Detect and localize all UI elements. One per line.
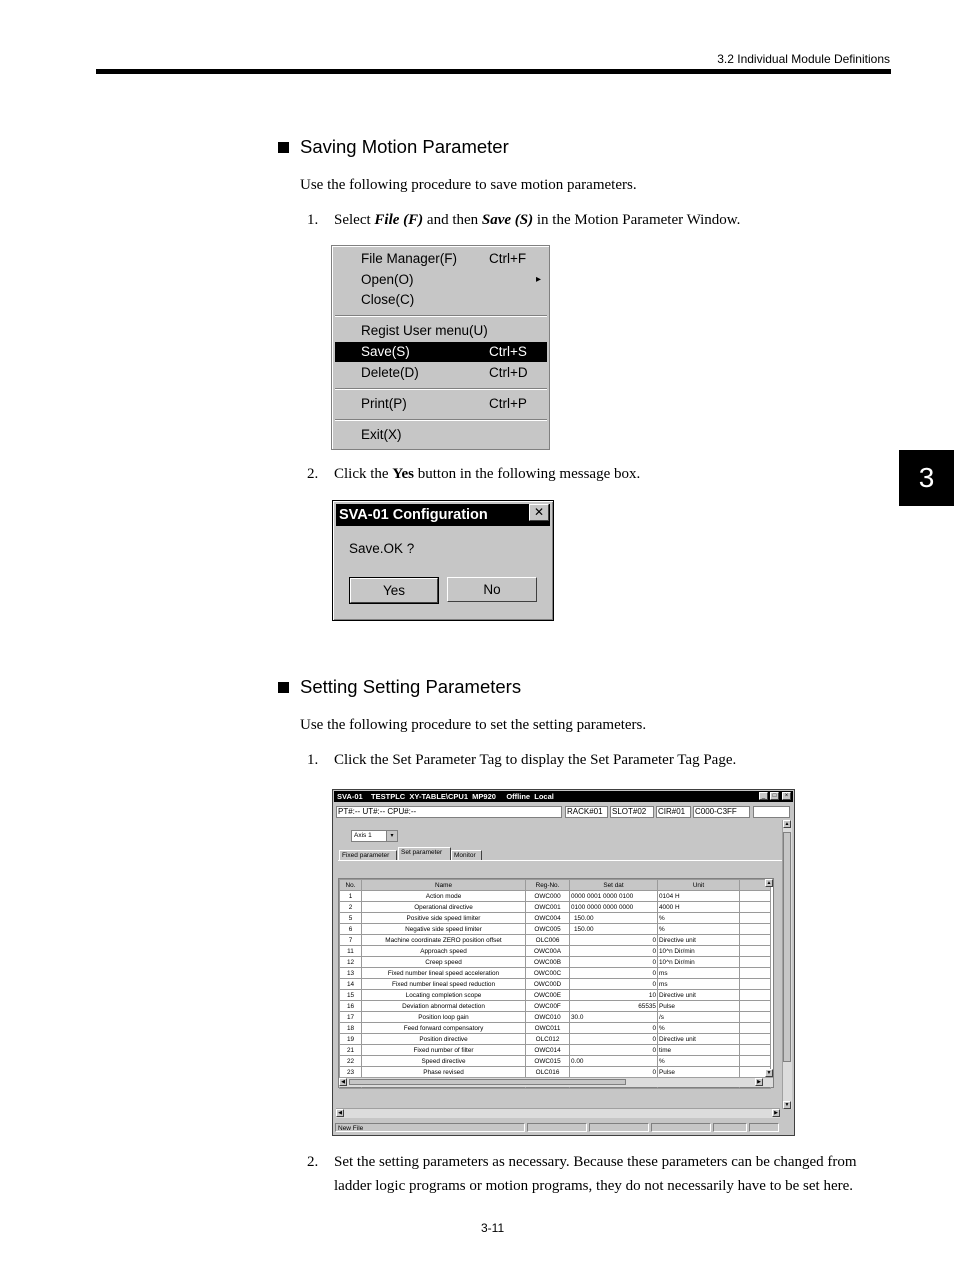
cell-no: 5	[340, 913, 362, 924]
table-row[interactable]	[340, 891, 771, 902]
cell-unit: Directive unit	[658, 1034, 740, 1045]
square-bullet-icon	[278, 142, 289, 153]
section-title: Saving Motion Parameter	[300, 136, 509, 157]
cell-reg-no: OWC00B	[526, 957, 570, 968]
table-row[interactable]	[340, 1023, 771, 1034]
step-number: 2.	[307, 466, 319, 482]
cell-blank	[740, 990, 771, 1001]
step-text: Select File (F) and then Save (S) in the Motion Parameter Window.	[334, 212, 741, 228]
dialog-title: SVA-01 Configuration	[339, 507, 488, 523]
cell-reg-no: OWC000	[526, 891, 570, 902]
table-row[interactable]	[340, 1045, 771, 1056]
cell-unit: %	[658, 924, 740, 935]
table-row[interactable]	[340, 990, 771, 1001]
section-intro: Use the following procedure to save motion parameters.	[300, 177, 637, 193]
file-menu	[331, 245, 550, 450]
section-heading-setting	[278, 676, 521, 698]
status-pane	[749, 1123, 779, 1132]
cell-unit: 10^n Dir/min	[658, 957, 740, 968]
grid-horizontal-scrollbar[interactable]	[339, 1077, 773, 1087]
cell-unit: /s	[658, 1012, 740, 1023]
scroll-left-icon[interactable]: ◀	[339, 1078, 347, 1086]
cell-no: 22	[340, 1056, 362, 1067]
cell-set-dat[interactable]: 0000 0001 0000 0100	[570, 891, 658, 902]
dialog-message: Save.OK ?	[349, 541, 415, 556]
save-confirm-dialog	[332, 500, 554, 621]
minimize-icon[interactable]: _	[759, 792, 768, 800]
cell-no: 2	[340, 902, 362, 913]
menu-item-open[interactable]: Open(O) ▸	[335, 270, 547, 290]
cell-name: Position directive	[362, 1034, 526, 1045]
menu-item-delete[interactable]: Delete(D) Ctrl+D	[361, 365, 528, 380]
cell-name: Approach speed	[362, 946, 526, 957]
status-pane	[651, 1123, 711, 1132]
cell-unit: 4000 H	[658, 902, 740, 913]
tab-fixed-parameter[interactable]: Fixed parameter	[339, 850, 397, 861]
close-icon[interactable]: ×	[782, 792, 791, 800]
cell-set-dat[interactable]: 0	[570, 968, 658, 979]
table-row[interactable]	[340, 979, 771, 990]
cell-unit: ms	[658, 979, 740, 990]
window-title: SVA-01 TESTPLC XY-TABLE\CPU1 MP920 Offline Local	[334, 791, 793, 802]
cell-set-dat[interactable]: 0.00	[570, 1056, 658, 1067]
menu-item-regist-user-menu[interactable]: Regist User menu(U)	[361, 323, 488, 338]
menu-item-close[interactable]: Close(C)	[361, 292, 415, 307]
cell-name: Position loop gain	[362, 1012, 526, 1023]
step-number: 1.	[307, 752, 319, 768]
step-1	[307, 208, 892, 232]
menu-item-exit[interactable]: Exit(X)	[361, 427, 402, 442]
menu-separator	[335, 388, 547, 390]
cell-unit: %	[658, 1056, 740, 1067]
cell-unit: %	[658, 1023, 740, 1034]
cell-reg-no: OWC001	[526, 902, 570, 913]
rack-field: RACK#01	[565, 806, 608, 818]
menu-item-save[interactable]: Save(S) Ctrl+S	[335, 342, 547, 362]
cell-blank	[740, 924, 771, 935]
status-pane	[713, 1123, 747, 1132]
cell-blank	[740, 1045, 771, 1056]
cell-name: Fixed number lineal speed acceleration	[362, 968, 526, 979]
cell-blank	[740, 957, 771, 968]
table-row[interactable]	[340, 1001, 771, 1012]
cell-name: Fixed number lineal speed reduction	[362, 979, 526, 990]
cell-no: 13	[340, 968, 362, 979]
cell-blank	[740, 1034, 771, 1045]
cell-unit: 10^n Dir/min	[658, 946, 740, 957]
cell-reg-no: OWC00F	[526, 1001, 570, 1012]
cell-set-dat[interactable]: 65535	[570, 1001, 658, 1012]
cell-name: Operational directive	[362, 902, 526, 913]
column-header: Unit	[658, 880, 740, 891]
header-rule	[96, 69, 891, 74]
scroll-down-icon[interactable]: ▼	[784, 1102, 790, 1108]
cell-blank	[740, 902, 771, 913]
cell-unit: Directive unit	[658, 990, 740, 1001]
cell-blank	[740, 979, 771, 990]
scroll-down-icon[interactable]: ▼	[766, 1070, 772, 1076]
cell-reg-no: OLC012	[526, 1034, 570, 1045]
status-pane	[527, 1123, 587, 1132]
cell-name: Locating completion scope	[362, 990, 526, 1001]
tab-baseline	[338, 860, 783, 861]
cell-no: 15	[340, 990, 362, 1001]
cell-no: 16	[340, 1001, 362, 1012]
cir-field: CIR#01	[656, 806, 691, 818]
cell-set-dat[interactable]: 0	[570, 1034, 658, 1045]
cell-unit: Directive unit	[658, 935, 740, 946]
window-horizontal-scrollbar[interactable]	[336, 1108, 780, 1118]
cell-no: 12	[340, 957, 362, 968]
cell-no: 14	[340, 979, 362, 990]
section-heading-saving	[278, 136, 509, 158]
blank-field	[753, 806, 790, 818]
cell-name: Positive side speed limiter	[362, 913, 526, 924]
step-text: Click the Yes button in the following message box.	[334, 466, 641, 482]
section-title: Setting Setting Parameters	[300, 676, 522, 697]
cell-name: Fixed number of filter	[362, 1045, 526, 1056]
table-header-row	[340, 880, 771, 891]
step-number: 2.	[307, 1154, 319, 1170]
cell-blank	[740, 968, 771, 979]
cell-blank	[740, 913, 771, 924]
cell-no: 6	[340, 924, 362, 935]
cell-unit: ms	[658, 968, 740, 979]
cell-unit: Pulse	[658, 1001, 740, 1012]
section-intro: Use the following procedure to set the setting parameters.	[300, 717, 647, 733]
cell-name: Creep speed	[362, 957, 526, 968]
scroll-thumb[interactable]	[349, 1079, 626, 1085]
window-vertical-scrollbar[interactable]	[782, 820, 792, 1109]
cell-reg-no: OWC00C	[526, 968, 570, 979]
pt-ut-cpu-field: PT#:-- UT#:-- CPU#:--	[336, 806, 562, 818]
cell-reg-no: OWC00E	[526, 990, 570, 1001]
menu-item-file-manager[interactable]: File Manager(F) Ctrl+F	[361, 251, 527, 266]
chevron-down-icon[interactable]: ▾	[386, 831, 397, 841]
status-pane	[589, 1123, 649, 1132]
cell-name: Feed forward compensatory	[362, 1023, 526, 1034]
column-header: Set dat	[570, 880, 658, 891]
no-button[interactable]: No	[447, 577, 537, 602]
cell-reg-no: OWC014	[526, 1045, 570, 1056]
cell-set-dat[interactable]: 0	[570, 957, 658, 968]
step-2	[307, 462, 892, 486]
scroll-up-icon[interactable]: ▲	[766, 880, 772, 886]
scroll-right-icon[interactable]: ▶	[755, 1078, 763, 1086]
table-row[interactable]	[340, 935, 771, 946]
cell-no: 1	[340, 891, 362, 902]
range-field: C000-C3FF	[693, 806, 750, 818]
cell-set-dat[interactable]: 150.00	[570, 924, 658, 935]
table-row[interactable]	[340, 924, 771, 935]
tab-set-parameter[interactable]: Set parameter	[398, 847, 451, 861]
cell-set-dat[interactable]: 0	[570, 946, 658, 957]
cell-name: Negative side speed limiter	[362, 924, 526, 935]
step-text: Click the Set Parameter Tag to display the Set Parameter Tag Page.	[334, 752, 737, 768]
cell-blank	[740, 1056, 771, 1067]
slot-field: SLOT#02	[610, 806, 654, 818]
cell-unit: 0104 H	[658, 891, 740, 902]
cell-no: 17	[340, 1012, 362, 1023]
cell-unit: time	[658, 1045, 740, 1056]
submenu-arrow-icon: ▸	[535, 274, 541, 285]
scroll-left-icon[interactable]: ◀	[336, 1109, 344, 1117]
step-number: 1.	[307, 212, 319, 228]
yes-button[interactable]: Yes	[350, 578, 438, 603]
cell-blank	[740, 946, 771, 957]
cell-set-dat[interactable]: 150.00	[570, 913, 658, 924]
table-row[interactable]	[340, 1034, 771, 1045]
cell-name: Action mode	[362, 891, 526, 902]
cell-set-dat[interactable]: 10	[570, 990, 658, 1001]
menu-item-print[interactable]: Print(P) Ctrl+P	[361, 396, 527, 411]
page-number: 3-11	[481, 1221, 505, 1235]
parameter-table	[339, 879, 771, 1089]
cell-reg-no: OWC010	[526, 1012, 570, 1023]
column-header: Reg-No.	[526, 880, 570, 891]
column-header: Name	[362, 880, 526, 891]
cell-reg-no: OWC00D	[526, 979, 570, 990]
cell-reg-no: OWC011	[526, 1023, 570, 1034]
cell-set-dat[interactable]: 0	[570, 1023, 658, 1034]
parameter-grid	[338, 878, 774, 1088]
table-row[interactable]	[340, 1056, 771, 1067]
motion-parameter-window	[332, 789, 795, 1136]
cell-reg-no: OLC006	[526, 935, 570, 946]
cell-no: 23	[340, 1067, 362, 1078]
menu-separator	[335, 315, 547, 317]
dialog-titlebar	[336, 504, 550, 526]
cell-name: Deviation abnormal detection	[362, 1001, 526, 1012]
close-icon[interactable]: ✕	[529, 504, 549, 521]
cell-no: 11	[340, 946, 362, 957]
cell-no: 7	[340, 935, 362, 946]
chapter-tab: 3	[899, 450, 954, 506]
cell-set-dat[interactable]: 0	[570, 1045, 658, 1056]
cell-set-dat[interactable]: 0	[570, 979, 658, 990]
table-row[interactable]	[340, 1012, 771, 1023]
table-row[interactable]	[340, 968, 771, 979]
cell-blank	[740, 1023, 771, 1034]
table-row[interactable]	[340, 957, 771, 968]
cell-no: 21	[340, 1045, 362, 1056]
scroll-thumb[interactable]	[783, 832, 791, 1062]
cell-unit: Pulse	[658, 1067, 740, 1078]
cell-set-dat[interactable]: 0	[570, 1067, 658, 1078]
cell-name: Machine coordinate ZERO position offset	[362, 935, 526, 946]
table-row[interactable]	[340, 946, 771, 957]
axis-select[interactable]: Axis 1 ▾	[351, 830, 398, 842]
cell-reg-no: OLC016	[526, 1067, 570, 1078]
cell-set-dat[interactable]: 0	[570, 935, 658, 946]
table-row[interactable]	[340, 902, 771, 913]
step-2	[307, 1150, 892, 1198]
scroll-up-icon[interactable]: ▲	[784, 821, 790, 827]
table-row[interactable]	[340, 913, 771, 924]
cell-reg-no: OWC005	[526, 924, 570, 935]
cell-blank	[740, 935, 771, 946]
status-text: New File	[335, 1123, 525, 1132]
cell-blank	[740, 1012, 771, 1023]
menu-separator	[335, 419, 547, 421]
column-header: No.	[340, 880, 362, 891]
tab-monitor[interactable]: Monitor	[451, 850, 482, 861]
cell-name: Speed directive	[362, 1056, 526, 1067]
status-bar	[335, 1123, 792, 1133]
step-1	[307, 748, 892, 772]
cell-no: 18	[340, 1023, 362, 1034]
cell-reg-no: OWC015	[526, 1056, 570, 1067]
step-text: Set the setting parameters as necessary. Because these parameters can be changed from ladder logic programs or motion programs, they do not necessarily have to be set here.	[334, 1154, 857, 1194]
cell-blank	[740, 891, 771, 902]
cell-blank	[740, 1001, 771, 1012]
cell-reg-no: OWC004	[526, 913, 570, 924]
scroll-right-icon[interactable]: ▶	[772, 1109, 780, 1117]
cell-reg-no: OWC00A	[526, 946, 570, 957]
running-header: 3.2 Individual Module Definitions	[717, 52, 890, 66]
cell-set-dat[interactable]: 30.0	[570, 1012, 658, 1023]
table-row[interactable]	[340, 1067, 771, 1078]
maximize-icon[interactable]: □	[770, 792, 779, 800]
cell-no: 19	[340, 1034, 362, 1045]
cell-unit: %	[658, 913, 740, 924]
cell-set-dat[interactable]: 0100 0000 0000 0000	[570, 902, 658, 913]
cell-name: Phase revised	[362, 1067, 526, 1078]
square-bullet-icon	[278, 682, 289, 693]
